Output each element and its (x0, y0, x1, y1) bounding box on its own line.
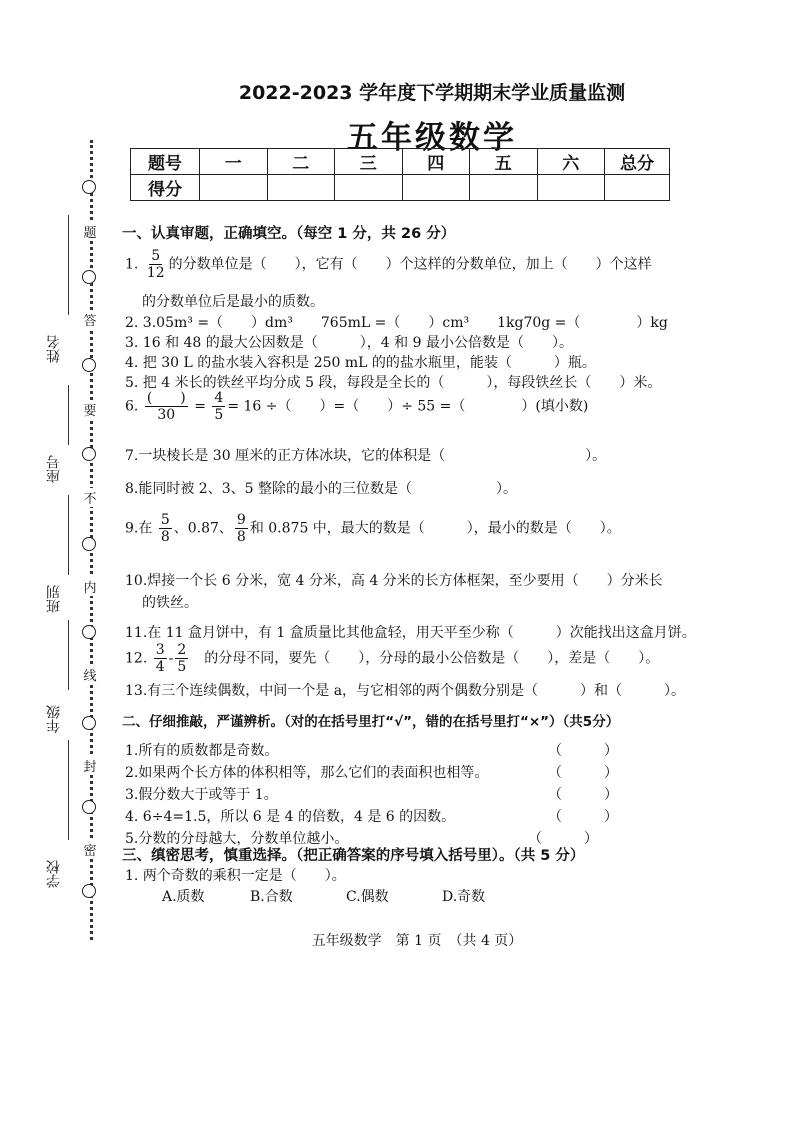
binding-circle (82, 180, 96, 194)
judge-bracket[interactable]: （ ） (548, 765, 618, 781)
fraction (235, 512, 248, 545)
score-table (130, 148, 670, 201)
judge-bracket[interactable]: （ ） (548, 787, 618, 803)
question-text: 、0.87、 (173, 520, 233, 537)
score-cell: 一 (200, 149, 268, 175)
score-cell: 五 (470, 149, 538, 175)
judge-item: 1.所有的质数都是奇数。 (125, 743, 279, 759)
option-b[interactable]: B.合数 (250, 889, 293, 905)
score-cell: 六 (537, 149, 605, 175)
seal-char: 内 (81, 577, 99, 596)
question-text: 的分母不同，要先（ ），分母的最小公倍数是（ ），差是（ ）。 (204, 650, 660, 667)
question-9 (125, 512, 621, 545)
seal-char: 密 (81, 840, 99, 859)
score-input-cell[interactable] (335, 175, 403, 201)
question-number: 1. (125, 256, 139, 273)
question-number: 6. (125, 398, 139, 415)
seal-char: 题 (81, 222, 99, 241)
score-cell: 四 (402, 149, 470, 175)
question-1-cont: 的分数单位后是最小的质数。 (142, 294, 324, 310)
score-table-header-row (131, 149, 670, 175)
exam-title: 2022-2023 学年度下学期期末学业质量监测 (238, 82, 626, 104)
question-12 (125, 642, 659, 675)
question-13: 13.有三个连续偶数，中间一个是 a，与它相邻的两个偶数分别是（ ）和（ ）。 (125, 683, 686, 699)
question-8: 8.能同时被 2、3、5 整除的最小的三位数是（ ）。 (125, 481, 517, 497)
subject-title: 五年级数学 (347, 120, 517, 156)
seal-char: 不 (81, 488, 99, 507)
section2-heading: 二、仔细推敲，严谨辨析。（对的在括号里打“√”，错的在括号里打“×”）（共5分） (122, 714, 620, 730)
seal-char: 封 (81, 756, 99, 775)
seal-char: 要 (81, 400, 99, 419)
fraction-numerator: 9 (236, 512, 246, 528)
fraction-numerator: 5 (160, 512, 170, 528)
fraction (145, 390, 188, 423)
minus-sign: - (168, 650, 174, 667)
question-text: 的分数单位是（ ），它有（ ）个这样的分数单位，加上（ ）个这样 (168, 256, 652, 273)
binding-circle (82, 716, 96, 730)
binding-circle (82, 800, 96, 814)
judge-item: 4. 6÷4=1.5，所以 6 是 4 的倍数，4 是 6 的因数。 (125, 809, 456, 825)
binding-circle (82, 884, 96, 898)
score-input-cell[interactable] (605, 175, 670, 201)
binding-circle (82, 270, 96, 284)
score-cell: 总分 (605, 149, 670, 175)
score-cell: 二 (267, 149, 335, 175)
score-input-cell[interactable] (402, 175, 470, 201)
fraction-numerator: 3 (155, 642, 165, 658)
judge-item: 5.分数的分母越大，分数单位越小。 (125, 831, 349, 847)
seal-char: 答 (81, 310, 99, 329)
question-2: 2. 3.05m³ =（ ）dm³ 765mL =（ ）cm³ 1kg70g =（ ）kg (125, 315, 668, 331)
fraction-numerator: 5 (151, 248, 161, 264)
binding-circle (82, 537, 96, 551)
question-11: 11.在 11 盒月饼中，有 1 盒质量比其他盒轻，用天平至少称（ ）次能找出这盒月饼。 (125, 625, 696, 641)
question-10: 10.焊接一个长 6 分米，宽 4 分米，高 4 分米的长方体框架，至少要用（ ）分米长 (125, 573, 663, 589)
judge-bracket[interactable]: （ ） (548, 743, 618, 759)
seal-char: 线 (81, 665, 99, 684)
fraction (145, 248, 167, 281)
score-input-cell[interactable] (267, 175, 335, 201)
fraction-numerator: 2 (177, 642, 187, 658)
binding-circle (82, 358, 96, 372)
score-cell: 得分 (131, 175, 200, 201)
seat-blank (68, 385, 69, 445)
question-text: 和 0.875 中，最大的数是（ ），最小的数是（ ）。 (249, 520, 621, 537)
fraction-denominator: 8 (160, 529, 170, 545)
seat-label: 座号 (46, 455, 62, 483)
grade-label: 年级 (46, 705, 62, 733)
name-label: 姓名 (46, 335, 62, 363)
choice-question-1: 1. 两个奇数的乘积一定是（ ）。 (125, 868, 346, 884)
option-c[interactable]: C.偶数 (346, 889, 389, 905)
fraction-denominator: 5 (177, 659, 187, 675)
question-6: 6. $\frac{( )}{30}$ = $\frac{4}{5}$ = 16 ÷（ ）=（ ）÷ 55 =（ ）(填小数) (125, 390, 589, 423)
judge-item: 3.假分数大于或等于 1。 (125, 787, 278, 803)
fraction-denominator: 8 (236, 529, 246, 545)
score-cell: 三 (335, 149, 403, 175)
school-label: 学校 (46, 860, 62, 888)
class-blank (68, 495, 69, 575)
binding-circle (82, 625, 96, 639)
question-3: 3. 16 和 48 的最大公因数是（ ），4 和 9 最小公倍数是（ ）。 (125, 335, 573, 351)
judge-item: 2.如果两个长方体的体积相等，那么它们的表面积也相等。 (125, 765, 489, 781)
page-footer: 五年级数学 第 1 页 （共 4 页） (311, 933, 523, 949)
class-label: 班别 (46, 585, 62, 613)
name-blank (68, 215, 69, 315)
question-4: 4. 把 30 L 的盐水装入容积是 250 mL 的的盐水瓶里，能装（ ）瓶。 (125, 355, 596, 371)
question-number: 9.在 (125, 520, 153, 537)
section1-heading: 一、认真审题，正确填空。（每空 1 分，共 26 分） (122, 226, 456, 242)
fraction-denominator: 12 (146, 265, 165, 281)
fraction (212, 390, 225, 423)
section3-heading: 三、缜密思考，慎重选择。（把正确答案的序号填入括号里）。（共 5 分） (122, 848, 585, 864)
fraction (175, 642, 188, 675)
score-cell: 题号 (131, 149, 200, 175)
fraction-numerator: ( ) (146, 390, 186, 406)
school-blank (68, 740, 69, 840)
fraction-denominator: 30 (157, 407, 176, 423)
question-5: 5. 把 4 米长的铁丝平均分成 5 段，每段是全长的（ ），每段铁丝长（ ）米。 (125, 375, 662, 391)
score-input-cell[interactable] (537, 175, 605, 201)
score-input-cell[interactable] (200, 175, 268, 201)
score-table-score-row (131, 175, 670, 201)
fraction (159, 512, 172, 545)
fraction-denominator: 5 (214, 407, 224, 423)
option-d[interactable]: D.奇数 (442, 889, 486, 905)
judge-bracket[interactable]: （ ） (548, 809, 618, 825)
fraction-numerator: 4 (214, 390, 224, 406)
question-10-cont: 的铁丝。 (142, 595, 198, 611)
fraction (154, 642, 167, 675)
grade-blank (68, 620, 69, 690)
question-1 (125, 248, 652, 281)
fraction-denominator: 4 (155, 659, 165, 675)
question-text: = 16 ÷（ ）=（ ）÷ 55 =（ ）(填小数) (227, 398, 589, 415)
judge-bracket[interactable]: （ ） (528, 831, 598, 847)
score-input-cell[interactable] (470, 175, 538, 201)
option-a[interactable]: A.质数 (162, 889, 205, 905)
question-7: 7.一块棱长是 30 厘米的正方体冰块，它的体积是（ ）。 (125, 448, 607, 464)
question-number: 12. (125, 650, 148, 667)
binding-circle (82, 447, 96, 461)
